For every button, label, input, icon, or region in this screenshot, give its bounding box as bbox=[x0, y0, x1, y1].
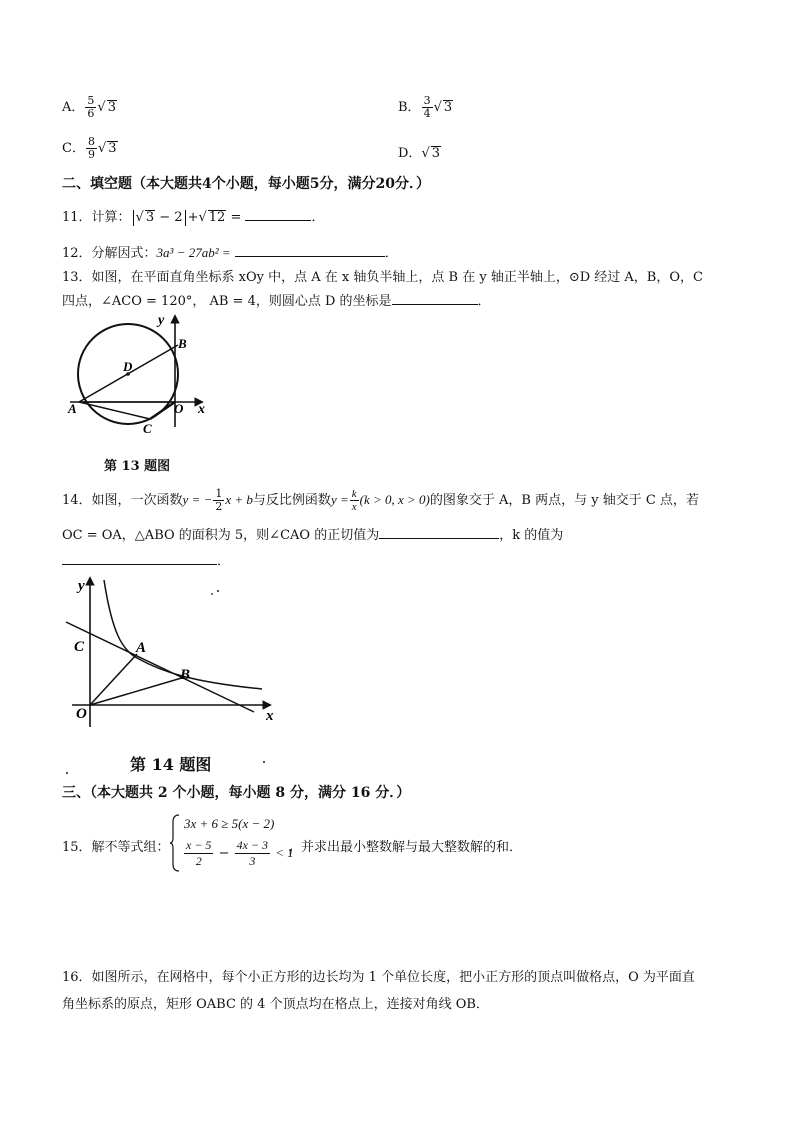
question-16-line1: 16．如图所示，在网格中，每个小正方形的边长均为 1 个单位长度，把小正方形的顶点叫做格点，O 为平面直 bbox=[62, 970, 695, 985]
question-16-line2: 角坐标系的原点，矩形 OABC 的 4 个顶点均在格点上，连接对角线 OB． bbox=[62, 997, 489, 1012]
radical-sign: √ bbox=[135, 210, 144, 225]
radical-sign: √ bbox=[433, 100, 442, 115]
answer-blank-14b[interactable] bbox=[62, 552, 217, 565]
fraction-k-over-x: $\frac{k}{x}$ bbox=[351, 488, 357, 513]
option-a-fraction: $\frac{5}{6}$ bbox=[87, 94, 95, 120]
linear-function-line bbox=[66, 622, 254, 712]
abs-bar-left bbox=[133, 210, 134, 226]
section2-heading: 二、填空题（本大题共4个小题，每小题5分，满分20分．） bbox=[62, 176, 430, 192]
answer-blank-13[interactable] bbox=[392, 292, 478, 305]
segment-co bbox=[150, 402, 175, 419]
label-d: D bbox=[123, 359, 133, 374]
label-a: A bbox=[68, 401, 77, 416]
radical-sign: √ bbox=[198, 210, 207, 225]
figure-14 bbox=[62, 572, 282, 732]
system-brace bbox=[170, 814, 180, 872]
question-14-line3: ． bbox=[62, 550, 230, 569]
question-12: 12．分解因式：3a³ − 27ab² = ． bbox=[62, 245, 398, 261]
segment-ob bbox=[90, 677, 185, 705]
fraction-x-minus-5: $\frac{x - 5}{2}$ bbox=[186, 838, 212, 868]
label-b: B bbox=[180, 667, 191, 683]
section3-heading: 三、（本大题共 2 个小题，每小题 8 分，满分 16 分．） bbox=[62, 785, 411, 801]
question-13-line2: 四点，∠ACO = 120°， AB = 4，则圆心点 D 的坐标是 ． bbox=[62, 294, 491, 309]
answer-blank-12[interactable] bbox=[235, 244, 385, 257]
question-15-prefix: 15．解不等式组： bbox=[62, 840, 170, 855]
answer-blank-11[interactable] bbox=[245, 208, 311, 221]
question-13-line1: 13．如图，在平面直角坐标系 xOy 中，点 A 在 x 轴负半轴上，点 B 在 y 轴正半轴上，⊙D 经过 A，B，O，C bbox=[62, 270, 703, 285]
option-c: C． $\frac{8}{9}$ √ 3 bbox=[62, 135, 117, 161]
speck-mark bbox=[66, 772, 68, 774]
figure-13 bbox=[62, 312, 212, 437]
question-14-line1: 14．如图，一次函数y = − $\frac{1}{2}$ x + b与反比例函数y = $\frac{k}{x}$ (k > 0, x > 0)的图象交于 A，B 两点，与 y 轴交于 C 点，若 bbox=[62, 487, 699, 513]
option-b-fraction: $\frac{3}{4}$ bbox=[423, 94, 431, 120]
label-b: B bbox=[178, 336, 187, 351]
label-o: O bbox=[174, 401, 184, 416]
figure-13-caption: 第 13 题图 bbox=[104, 459, 171, 474]
speck-mark bbox=[211, 593, 213, 595]
label-x: x bbox=[266, 708, 274, 724]
option-c-fraction: $\frac{8}{9}$ bbox=[87, 135, 95, 161]
figure-14-caption: 第 14 题图 bbox=[130, 755, 212, 774]
question-14-line2: OC = OA，△ABO 的面积为 5，则∠CAO 的正切值为 ，k 的值为 bbox=[62, 528, 564, 543]
option-a: A． $\frac{5}{6}$ √ 3 bbox=[62, 94, 116, 120]
speck-mark bbox=[217, 590, 219, 592]
answer-blank-14a[interactable] bbox=[379, 526, 499, 539]
question-11: 11．计算： √ 3 − 2 +√ 12 = ． bbox=[62, 210, 325, 225]
radical-sign: √ bbox=[97, 141, 107, 156]
inequality-1: 3x + 6 ≥ 5(x − 2) bbox=[184, 816, 275, 831]
label-a: A bbox=[136, 640, 147, 656]
label-c: C bbox=[143, 421, 152, 436]
inequality-2: $\frac{x - 5}{2}$ − $\frac{4x - 3}{3}$ < 1 bbox=[186, 838, 294, 868]
option-b: B． $\frac{3}{4}$ √ 3 bbox=[398, 94, 453, 120]
label-y: y bbox=[158, 313, 165, 328]
abs-bar-right bbox=[185, 210, 186, 226]
label-o: O bbox=[76, 706, 87, 722]
radical-sign: √ bbox=[97, 100, 106, 115]
label-x: x bbox=[198, 402, 205, 417]
label-y: y bbox=[78, 578, 85, 594]
fraction-one-half: $\frac{1}{2}$ bbox=[215, 487, 223, 513]
speck-mark bbox=[263, 761, 265, 763]
question-15-suffix: ，并求出最小整数解与最大整数解的和． bbox=[288, 840, 523, 855]
radical-sign: √ bbox=[421, 146, 430, 161]
segment-ac bbox=[79, 402, 150, 419]
label-c: C bbox=[74, 639, 85, 655]
fraction-4x-minus-3: $\frac{4x - 3}{3}$ bbox=[236, 838, 269, 868]
option-d: D．√ 3 bbox=[398, 146, 441, 161]
